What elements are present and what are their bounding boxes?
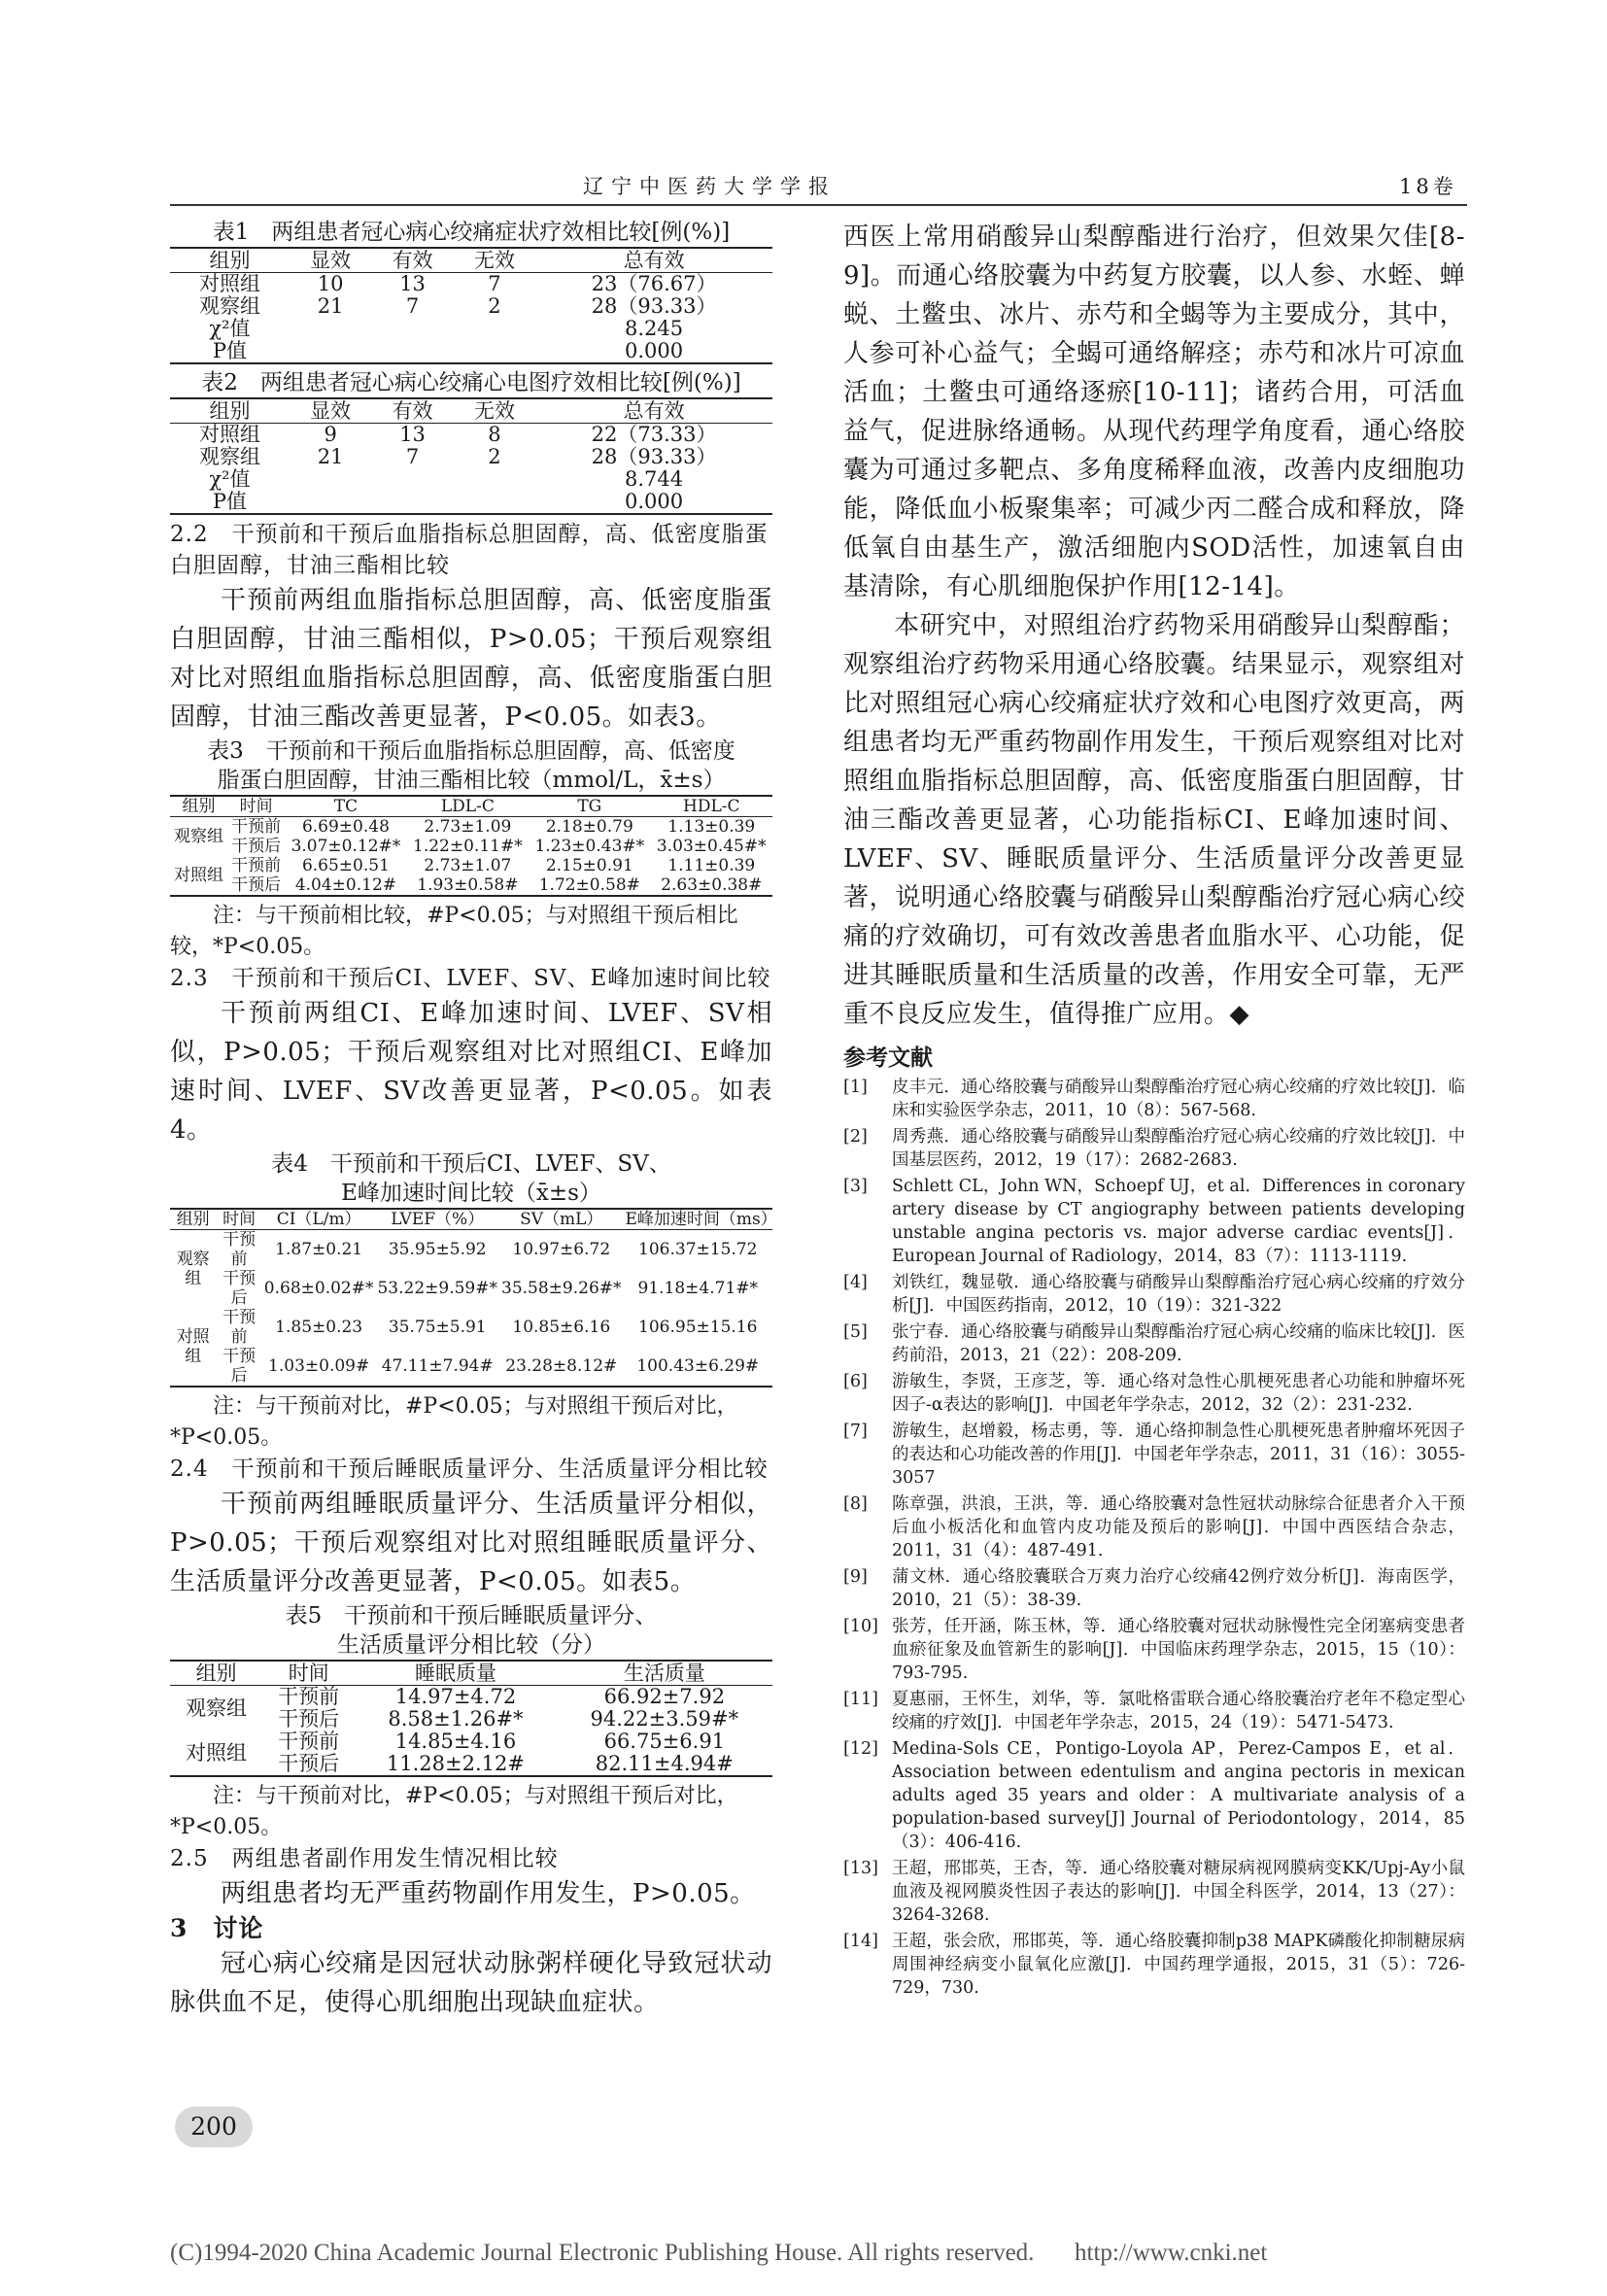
reference-item [843, 1492, 1465, 1562]
table5-header: 组别 [170, 1661, 262, 1686]
table-cell: 53.22±9.59#* [377, 1279, 497, 1298]
header-rule [170, 204, 1467, 206]
table-cell: 2.18±0.79 [545, 817, 633, 837]
table-cell [454, 468, 535, 491]
table-cell: 对照组 [170, 1731, 262, 1776]
reference-text: 张芳，任开涵，陈玉林，等．通心络胶囊对冠状动脉慢性完全闭塞病变患者血瘀征象及血管新生的影响[J]．中国临床药理学杂志，2015，15（10）：793-795. [892, 1617, 1465, 1683]
table-row [170, 318, 772, 340]
reference-item [843, 1565, 1465, 1612]
table-cell: 干预后 [216, 1347, 261, 1387]
table-cell [290, 318, 371, 340]
table1-header: 总有效 [535, 248, 772, 273]
reference-item [843, 1737, 1465, 1854]
table-row [170, 856, 772, 875]
table-cell: 对照组 [170, 1308, 216, 1387]
reference-number: [13] [843, 1859, 878, 1878]
section-2-5-heading: 2.5 两组患者副作用发生情况相比较 [170, 1846, 559, 1871]
table-row [170, 424, 772, 447]
reference-text: 夏惠丽，王怀生，刘华，等．氯吡格雷联合通心络胶囊治疗老年不稳定型心绞痛的疗效[J]．中国老年学杂志，2015，24（19）：5471-5473. [892, 1690, 1465, 1732]
table-cell [371, 340, 453, 363]
table-cell: 21 [317, 294, 344, 318]
table4-header: 组别 [170, 1209, 216, 1230]
table-cell: 观察组 [198, 445, 260, 468]
table4-header: E峰加速时间（ms） [625, 1210, 777, 1229]
reference-item [843, 1615, 1465, 1685]
table-cell: 4.04±0.12# [285, 875, 406, 896]
table-row [170, 446, 772, 468]
table1-header: 有效 [371, 248, 453, 273]
reference-number: [8] [843, 1494, 868, 1514]
table-cell: 干预前 [278, 1730, 340, 1753]
table2 [170, 397, 772, 515]
table-row [170, 1308, 772, 1347]
reference-text: 周秀燕．通心络胶囊与硝酸异山梨醇酯治疗冠心病心绞痛的疗效比较[J]．中国基层医药，2012，19（17）：2682-2683. [892, 1127, 1465, 1170]
references-title: 参考文献 [843, 1045, 933, 1071]
table-cell [290, 491, 371, 514]
table-cell: 35.75±5.91 [388, 1318, 487, 1337]
table-cell: 35.95±5.92 [388, 1240, 487, 1259]
table2-caption: 表2 两组患者冠心病心绞痛心电图疗效相比较[例(%)] [201, 370, 741, 395]
table-cell: 干预后 [262, 1753, 355, 1776]
table-row [170, 340, 772, 363]
reference-text: 王超，张会欣，邢邯英，等．通心络胶囊抑制p38 MAPK磷酸化抑制糖尿病周围神经病变小鼠氧化应激[J]．中国药理学通报，2015，31（5）：726-729，730. [892, 1932, 1465, 1998]
table-row [170, 295, 772, 318]
table-cell: 干预前 [222, 1308, 256, 1347]
table-cell [290, 340, 371, 363]
table-row [170, 1230, 772, 1270]
table-cell: 8.58±1.26#* [388, 1707, 524, 1731]
reference-text: 游敏生，李贤，王彦芝，等．通心络对急性心肌梗死患者心功能和肿瘤坏死因子-α表达的影响[J]．中国老年学杂志，2012，32（2）：231-232. [892, 1372, 1465, 1415]
reference-text: 刘铁红，魏显敬．通心络胶囊与硝酸异山梨醇酯治疗冠心病心绞痛的疗效分析[J]．中国医药指南，2012，10（19）：321-322 [892, 1273, 1465, 1316]
reference-number: [10] [843, 1617, 878, 1636]
table-cell: 1.93±0.58# [407, 875, 529, 896]
references-list [843, 1076, 1465, 2000]
table3-header: TG [529, 796, 650, 817]
table5-header: 时间 [262, 1661, 355, 1686]
table-cell: 7 [405, 294, 420, 318]
table-cell: 对照组 [198, 423, 260, 446]
table3 [170, 795, 772, 897]
table1-header: 组别 [170, 248, 290, 273]
reference-text: 陈章强，洪浪，王洪，等．通心络胶囊对急性冠状动脉综合征患者介入干预后血小板活化和血管内皮功能及预后的影响[J]．中国中西医结合杂志，2011，31（4）：487-491. [892, 1494, 1465, 1560]
running-header-journal: 辽宁中医药大学学报 [583, 175, 837, 198]
table-cell: 对照组 [170, 856, 227, 896]
table1 [170, 247, 772, 364]
table-row [170, 837, 772, 856]
section-2-2-heading: 2.2 干预前和干预后血脂指标总胆固醇，高、低密度脂蛋白胆固醇，甘油三酯相比较 [170, 522, 769, 578]
table-cell: 66.75±6.91 [603, 1730, 726, 1753]
table5 [170, 1660, 772, 1777]
reference-item [843, 1175, 1465, 1268]
table-cell: 23（76.67） [591, 272, 717, 295]
reference-number: [5] [843, 1322, 868, 1342]
table2-header: 显效 [290, 398, 371, 424]
table-cell: 8 [488, 423, 501, 446]
table-cell: χ²值 [209, 317, 251, 340]
table-cell: 106.95±15.16 [638, 1318, 758, 1337]
table3-caption-line2: 脂蛋白胆固醇，甘油三酯相比较（mmol/L，x̄±s） [217, 768, 726, 793]
table-cell: 7 [488, 272, 501, 295]
reference-number: [7] [843, 1422, 868, 1441]
table-cell: 11.28±2.12# [355, 1753, 556, 1776]
table5-header: 生活质量 [557, 1661, 772, 1686]
reference-item [843, 1930, 1465, 2000]
table2-header: 有效 [371, 398, 453, 424]
table-cell [371, 491, 453, 514]
reference-number: [2] [843, 1127, 868, 1147]
table-cell: 观察组 [176, 1250, 210, 1288]
table-row [170, 1731, 772, 1753]
table-cell: 9 [324, 423, 337, 446]
table-cell: 21 [317, 445, 344, 468]
table3-header: LDL-C [407, 796, 529, 817]
table-cell: 100.43±6.29# [624, 1347, 772, 1387]
table-cell: 106.37±15.72 [638, 1240, 758, 1259]
table-cell: 干预前 [231, 817, 282, 837]
table-cell: 0.000 [535, 340, 772, 363]
table-cell [371, 318, 453, 340]
discussion-paragraph-1: 冠心病心绞痛是因冠状动脉粥样硬化导致冠状动脉供血不足，使得心肌细胞出现缺血症状。 [170, 1949, 772, 2017]
table-cell [371, 468, 453, 491]
table-cell: 1.87±0.21 [275, 1240, 363, 1259]
table-cell: 观察组 [186, 1696, 248, 1720]
table-cell: 2.15±0.91 [545, 856, 633, 875]
reference-item [843, 1271, 1465, 1318]
table3-header: TC [285, 796, 406, 817]
table4-caption-line2: E峰加速时间比较（x̄±s） [341, 1181, 601, 1206]
reference-text: Schlett CL，John WN，Schoepf UJ，et al．Differences in coronary artery disease by CT angiography between patients developing unstable angina pectoris vs. major adverse cardiac events[J]．European Journal of Radiology，2014，83（7）：1113-1119. [892, 1177, 1465, 1266]
table-cell: 干预前 [222, 1230, 256, 1269]
table1-header: 显效 [290, 248, 371, 273]
table5-header: 睡眠质量 [355, 1661, 556, 1686]
table2-header: 无效 [454, 398, 535, 424]
table-cell: 8.744 [625, 467, 684, 491]
table-cell: 82.11±4.94# [557, 1753, 772, 1776]
reference-number: [1] [843, 1078, 868, 1097]
table-cell: P值 [170, 491, 290, 514]
table-cell: 6.65±0.51 [301, 856, 390, 875]
table-cell: 0.68±0.02#* [263, 1279, 374, 1298]
table-cell: 2 [488, 294, 501, 318]
reference-number: [11] [843, 1690, 878, 1709]
table-cell: 观察组 [198, 294, 260, 318]
table-cell [454, 491, 535, 514]
table-cell: 干预后 [278, 1707, 340, 1731]
table-cell: χ²值 [209, 467, 251, 491]
table-cell: 2.63±0.38# [651, 875, 772, 896]
table-cell [290, 468, 371, 491]
table4-header: 时间 [216, 1209, 261, 1230]
section-2-3-heading: 2.3 干预前和干预后CI、LVEF、SV、E峰加速时间比较 [170, 966, 771, 991]
section-2-4-body: 干预前两组睡眠质量评分、生活质量评分相似，P>0.05；干预后观察组对比对照组睡眠质量评分、生活质量评分改善更显著，P<0.05。如表5。 [170, 1490, 772, 1596]
table-row [170, 273, 772, 296]
reference-text: 蒲文林．通心络胶囊联合万爽力治疗心绞痛42例疗效分析[J]．海南医学，2010，21（5）：38-39. [892, 1567, 1465, 1610]
table2-header: 总有效 [535, 398, 772, 424]
table-cell: 35.58±9.26#* [501, 1279, 622, 1298]
footer-copyright: (C)1994-2020 China Academic Journal Electronic Publishing House. All rights reserved. [170, 2240, 1035, 2266]
table-cell: 3.03±0.45#* [656, 837, 767, 856]
reference-number: [12] [843, 1739, 878, 1759]
table3-caption: 表3 干预前和干预后血脂指标总胆固醇，高、低密度 [207, 738, 735, 764]
table-cell: 1.03±0.09# [262, 1347, 376, 1387]
table-cell: 对照组 [198, 272, 260, 295]
discussion-paragraph-2: 本研究中，对照组治疗药物采用硝酸异山梨醇酯；观察组治疗药物采用通心络胶囊。结果显示，观察组对比对照组冠心病心绞痛症状疗效和心电图疗效更高，两组患者均无严重药物副作用发生，干预后观察组对比对照组血脂指标总胆固醇，高、低密度脂蛋白胆固醇，甘油三酯改善更显著，心功能指标CI、E峰加速时间、LVEF、SV、睡眠质量评分、生活质量评分改善更显著，说明通心络胶囊与硝酸异山梨醇酯治疗冠心病心绞痛的疗效确切，可有效改善患者血脂水平、心功能，促进其睡眠质量和生活质量的改善，作用安全可靠，无严重不良反应发生，值得推广应用。◆ [843, 611, 1465, 1029]
section-2-3-body: 干预前两组CI、E峰加速时间、LVEF、SV相似，P>0.05；干预后观察组对比对照组CI、E峰加速时间、LVEF、SV改善更显著，P<0.05。如表4。 [170, 999, 772, 1145]
table-cell: 13 [399, 272, 426, 295]
table-cell: 1.13±0.39 [667, 817, 756, 837]
table-cell: 2 [488, 445, 501, 468]
table-cell [454, 340, 535, 363]
reference-item [843, 1420, 1465, 1490]
table1-caption: 表1 两组患者冠心病心绞痛症状疗效相比较[例(%)] [212, 220, 731, 245]
reference-text: 游敏生，赵增毅，杨志勇，等．通心络抑制急性心肌梗死患者肿瘤坏死因子的表达和心功能改善的作用[J]．中国老年学杂志，2011，31（16）：3055-3057 [892, 1422, 1465, 1488]
table-cell: 6.69±0.48 [301, 817, 390, 837]
table-cell: 10.85±6.16 [512, 1318, 611, 1337]
table-cell: 干预后 [227, 875, 285, 896]
table5-caption: 表5 干预前和干预后睡眠质量评分、 [285, 1603, 658, 1628]
table-row [170, 468, 772, 491]
reference-text: 王超，邢邯英，王杏，等．通心络胶囊对糖尿病视网膜病变KK/Upj-Ay小鼠血液及视网膜炎性因子表达的影响[J]．中国全科医学，2014，13（27）：3264-3268. [892, 1859, 1465, 1925]
table-cell: 10.97±6.72 [512, 1240, 611, 1259]
table4-note: 注：与干预前对比，#P<0.05；与对照组干预后对比，*P<0.05。 [170, 1394, 738, 1450]
table-cell: 干预后 [231, 837, 282, 856]
table4 [170, 1208, 777, 1388]
table-cell: 3.07±0.12#* [291, 837, 401, 856]
section-2-5-body: 两组患者均无严重药物副作用发生，P>0.05。 [221, 1879, 756, 1908]
table-cell: 94.22±3.59#* [590, 1707, 739, 1731]
table-cell: 2.73±1.07 [424, 856, 512, 875]
table-cell: 观察组 [174, 827, 224, 846]
table-cell: 14.97±4.72 [394, 1685, 517, 1708]
page-number: 200 [175, 2107, 253, 2147]
table-cell: 1.23±0.43#* [534, 837, 645, 856]
table-row [170, 1347, 772, 1387]
table-cell: 7 [405, 445, 420, 468]
table-cell: 91.18±4.71#* [637, 1279, 759, 1298]
table4-header: LVEF（%） [375, 1209, 499, 1230]
table-cell: 1.22±0.11#* [413, 837, 523, 856]
discussion-paragraph-1-continued: 西医上常用硝酸异山梨醇酯进行治疗，但效果欠佳[8-9]。而通心络胶囊为中药复方胶囊，以人参、水蛭、蝉蜕、土鳖虫、冰片、赤芍和全蝎等为主要成分，其中，人参可补心益气；全蝎可通络解痉；赤芍和冰片可凉血活血；土鳖虫可通络逐瘀[10-11]；诸药合用，可活血益气，促进脉络通畅。从现代药理学角度看，通心络胶囊为可通过多靶点、多角度稀释血液，改善内皮细胞功能，降低血小板聚集率；可减少丙二醛合成和释放，降低氧自由基生产，激活细胞内SOD活性，加速氧自由基清除，有心肌细胞保护作用[12-14]。 [843, 223, 1465, 601]
table-row [170, 491, 772, 514]
table-cell: 1.85±0.23 [275, 1318, 363, 1337]
table-cell: 干预前 [278, 1685, 340, 1708]
reference-item [843, 1076, 1465, 1122]
table-cell: 47.11±7.94# [375, 1347, 499, 1387]
reference-item [843, 1857, 1465, 1927]
table4-caption: 表4 干预前和干预后CI、LVEF、SV、 [271, 1151, 671, 1177]
table4-header: SV（mL） [499, 1209, 624, 1230]
table-cell: 2.73±1.09 [424, 817, 512, 837]
left-column [170, 218, 777, 2022]
table2-header: 组别 [170, 398, 290, 424]
reference-number: [6] [843, 1372, 868, 1391]
table-cell: 1.72±0.58# [529, 875, 650, 896]
section-2-2-body: 干预前两组血脂指标总胆固醇，高、低密度脂蛋白胆固醇，甘油三酯相似，P>0.05；干预后观察组对比对照组血脂指标总胆固醇，高、低密度脂蛋白胆固醇，甘油三酯改善更显著，P<0.05。如表3。 [170, 586, 772, 732]
table-cell: 22（73.33） [591, 423, 717, 446]
table-cell: 10 [317, 272, 344, 295]
reference-item [843, 1370, 1465, 1417]
table-cell: 干预后 [222, 1269, 256, 1308]
table3-header: 组别 [170, 796, 227, 817]
reference-text: 张宁春．通心络胶囊与硝酸异山梨醇酯治疗冠心病心绞痛的临床比较[J]．医药前沿，2013，21（22）：208-209. [892, 1322, 1465, 1365]
reference-text: 皮丰元．通心络胶囊与硝酸异山梨醇酯治疗冠心病心绞痛的疗效比较[J]．临床和实验医学杂志，2011，10（8）：567-568. [892, 1078, 1465, 1120]
reference-item [843, 1320, 1465, 1367]
table-cell: 1.11±0.39 [667, 856, 756, 875]
table-cell: 23.28±8.12# [499, 1347, 624, 1387]
reference-number: [4] [843, 1273, 868, 1292]
section-2-4-heading: 2.4 干预前和干预后睡眠质量评分、生活质量评分相比较 [170, 1456, 769, 1482]
table-cell: 14.85±4.16 [394, 1730, 517, 1753]
table-cell: 28（93.33） [591, 294, 717, 318]
table5-caption-line2: 生活质量评分相比较（分） [337, 1632, 605, 1658]
reference-item [843, 1125, 1465, 1172]
table-cell: 0.000 [535, 491, 772, 514]
table3-header: HDL-C [651, 796, 772, 817]
table-cell [454, 318, 535, 340]
reference-number: [9] [843, 1567, 868, 1587]
table-row [170, 875, 772, 896]
reference-item [843, 1688, 1465, 1734]
table-cell: 干预前 [231, 856, 282, 875]
table-cell: 13 [399, 423, 426, 446]
table1-header: 无效 [454, 248, 535, 273]
table-row [170, 1686, 772, 1709]
section-3-heading: 3 讨论 [170, 1914, 264, 1942]
running-header-volume: 18卷 [1399, 175, 1457, 198]
table-cell: 66.92±7.92 [603, 1685, 726, 1708]
table5-note: 注：与干预前对比，#P<0.05；与对照组干预后对比，*P<0.05。 [170, 1784, 738, 1839]
table-row [170, 1269, 772, 1308]
reference-number: [3] [843, 1177, 868, 1196]
table-cell: 8.245 [625, 317, 684, 340]
reference-number: [14] [843, 1932, 878, 1951]
table3-header: 时间 [227, 796, 285, 817]
reference-text: Medina-Sols CE，Pontigo-Loyola AP，Perez-Campos E，et al．Association between edentulism and angina pectoris in mexican adults aged 35 years and older：A multivariate analysis of a population-based survey[J] Journal of Periodontology，2014，85（3）：406-416. [892, 1739, 1465, 1852]
table-row [170, 817, 772, 838]
table-cell: P值 [170, 340, 290, 363]
table4-header: CI（L/m） [262, 1209, 376, 1230]
right-column [843, 218, 1465, 2003]
table3-note: 注：与干预前相比较，#P<0.05；与对照组干预后相比较，*P<0.05。 [170, 904, 738, 959]
footer-url[interactable]: http://www.cnki.net [1075, 2240, 1268, 2266]
table-cell: 28（93.33） [591, 445, 717, 468]
